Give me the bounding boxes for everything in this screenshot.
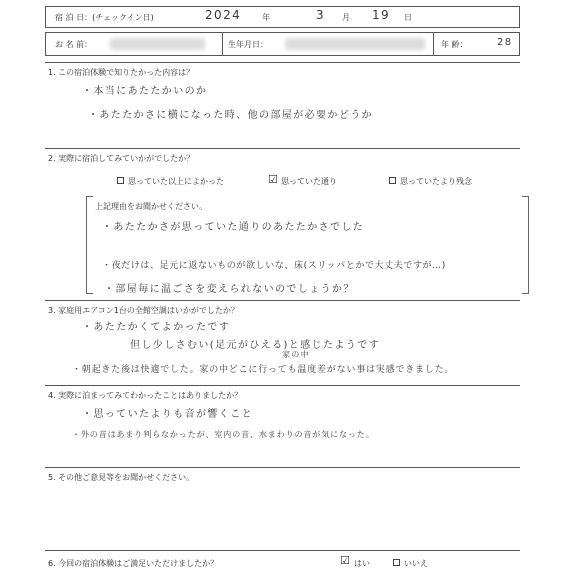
redacted-name xyxy=(110,38,205,50)
q2-option-label: 思っていた通り xyxy=(281,177,337,186)
q3-insert-note: 家の中 xyxy=(282,350,311,359)
section-rule xyxy=(45,300,520,301)
q6-no-label: いいえ xyxy=(404,559,428,568)
checkin-day-value: 19 xyxy=(372,8,391,22)
q4-question: 4. 実際に泊まってみてわかったことはありましたか？ xyxy=(48,391,243,400)
q3-answer: 但し少しさむい(足元がひえる)と感じたようです xyxy=(130,340,381,351)
q4-answer: ・外の音はあまり判らなかったが、室内の音、水まわりの音が気になった。 xyxy=(72,430,375,439)
checkin-year-unit: 年 xyxy=(262,13,270,22)
q2-reason-answer: ・夜だけは、足元に返ないものが欲しいな、床(スリッパとかで大丈夫ですが…) xyxy=(102,261,446,271)
q1-question: 1. この宿泊体験で知りたかった内容は？ xyxy=(48,68,195,77)
q2-option-checkbox[interactable] xyxy=(117,177,124,184)
q1-answer: ・あたたかさに横になった時、他の部屋が必要かどうか xyxy=(88,110,373,121)
q2-reason-answer: ・あたたかさが思っていた通りのあたたかさでした xyxy=(102,222,365,233)
redacted-birthdate xyxy=(285,38,425,50)
q2-question: 2. 実際に宿泊してみていかがでしたか？ xyxy=(48,154,195,163)
q3-question: 3. 家庭用エアコン1台の全館空調はいかがでしたか？ xyxy=(48,306,239,315)
q2-option-label: 思っていたより残念 xyxy=(400,177,472,186)
checkin-date-label: 宿 泊 日：(チェックイン日) xyxy=(55,13,154,22)
section-rule xyxy=(45,550,520,551)
q2-option-label: 思っていた以上によかった xyxy=(128,177,224,186)
section-rule xyxy=(45,148,520,149)
checkin-month-value: 3 xyxy=(316,8,326,22)
q5-question: 5. その他ご意見等をお聞かせください。 xyxy=(48,473,195,482)
q6-yes-label: はい xyxy=(354,559,370,568)
q2-option-checked-icon[interactable]: ☑ xyxy=(268,173,278,186)
q4-answer: ・思っていたよりも音が響くこと xyxy=(82,409,253,420)
name-label: お 名 前： xyxy=(55,40,93,49)
section-rule xyxy=(45,385,520,386)
q1-answer: ・本当にあたたかいのか xyxy=(82,86,208,97)
age-label: 年 齢： xyxy=(441,40,468,49)
section-rule xyxy=(45,467,520,468)
divider xyxy=(433,32,434,56)
divider xyxy=(222,32,223,56)
q2-reason-bracket-left xyxy=(86,196,93,294)
checkin-month-unit: 月 xyxy=(342,13,350,22)
section-rule xyxy=(45,62,520,63)
q2-reason-answer: ・部屋毎に温ごさを変えられないのでしょうか？ xyxy=(104,284,355,295)
q2-option-checkbox[interactable] xyxy=(389,177,396,184)
q6-question: 6. 今回の宿泊体験はご満足いただけましたか？ xyxy=(48,559,219,568)
birthdate-label: 生年月日： xyxy=(228,40,268,49)
q2-reason-bracket-right xyxy=(522,196,529,294)
q6-yes-checked-icon[interactable]: ☑ xyxy=(340,554,350,567)
q3-answer: ・朝起きた後は快適でした。家の中どこに行っても温度差がない事は実感できました。 xyxy=(72,365,455,375)
q2-reason-label: 上記理由をお聞かせください。 xyxy=(95,202,207,211)
q3-answer: ・あたたかくてよかったです xyxy=(82,322,231,333)
q6-no-checkbox[interactable] xyxy=(393,559,400,566)
checkin-day-unit: 日 xyxy=(404,13,412,22)
age-value: 28 xyxy=(497,37,513,48)
checkin-year-value: 2024 xyxy=(205,8,242,22)
